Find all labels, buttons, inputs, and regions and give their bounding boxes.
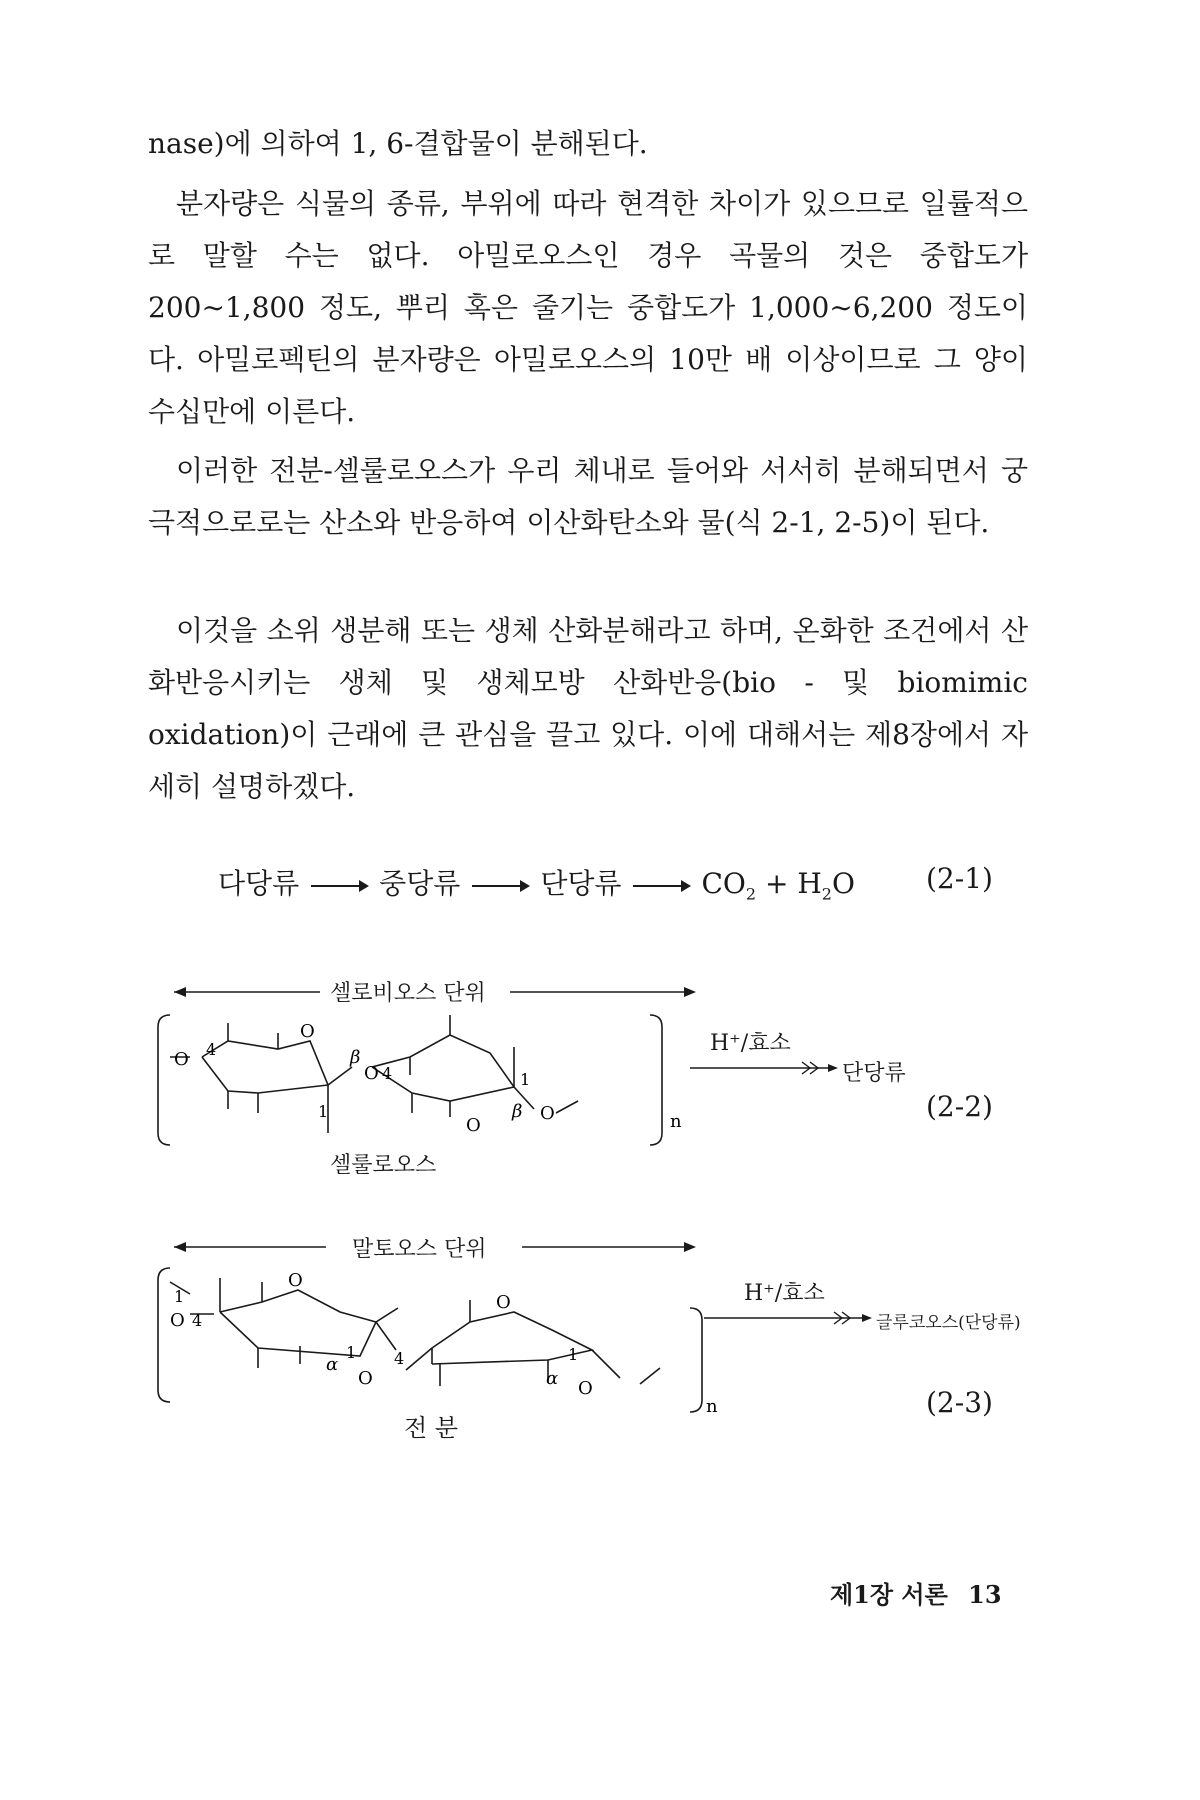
eq-product-h2o: $H_2O$ [797,867,855,904]
ring-oxygen: O [300,1021,315,1042]
eq-product-co2: $CO_2$ [701,867,757,904]
reaction-arrow [690,1058,840,1078]
atom-1: 1 [346,1343,357,1362]
reaction-condition: H⁺/효소 [710,1031,791,1056]
atom-o-terminal: O [174,1049,189,1070]
atom-1: 1 [318,1102,329,1121]
alpha-label: α [326,1354,339,1375]
paragraph-molecular-weight: 분자량은 식물의 종류, 부위에 따라 현격한 차이가 있으므로 일률적으로 말할 수는 없다. 아밀로오스인 경우 곡물의 것은 중합도가 200∼1,800 정도, 뿌리 혹은 줄기는 중합도가 1,000∼6,200 정도이다. 아밀로펙틴의 분자량은 아밀로오스의 10만 배 이상이므로 그 양이 수십만에 이른다. [148,187,1028,428]
page-number: 13 [968,1580,1002,1609]
atom-o-terminal: O [578,1378,593,1399]
atom-4: 4 [192,1311,203,1330]
cellulose-name: 셀룰로오스 [330,1153,437,1178]
ring-oxygen: O [288,1270,303,1291]
alpha-label: α [546,1368,559,1389]
reaction-product: 글루코오스(단당류) [876,1313,1021,1333]
atom-1: 1 [568,1345,579,1364]
repeat-n: n [670,1111,682,1132]
atom-1: 1 [520,1070,531,1089]
equation-number-2-2: (2-2) [926,1090,993,1123]
atom-4: 4 [394,1349,405,1368]
equation-2-1 [218,862,855,904]
ring-oxygen: O [496,1292,511,1313]
reaction-product: 단당류 [842,1061,906,1086]
reaction-arrow [311,885,367,887]
glycosidic-oxygen: O [364,1063,379,1084]
atom-o-terminal: O [540,1103,555,1124]
eq-term-oligosaccharide: 중당류 [379,867,461,900]
eq-term-polysaccharide: 다당류 [218,867,300,900]
eq-plus: + [764,867,789,900]
reaction-arrow [633,885,689,887]
atom-4: 4 [382,1064,393,1083]
equation-number-2-1: (2-1) [926,862,993,895]
paragraph-continued: nase)에 의하여 1, 6-결합물이 분해된다. [148,127,648,160]
cellobiose-unit-label: 셀로비오스 단위 [330,981,486,1006]
atom-1: 1 [174,1287,185,1306]
reaction-condition: H⁺/효소 [744,1281,825,1306]
atom-o-terminal: O [170,1310,185,1331]
chapter-title: 제1장 서론 [830,1580,948,1609]
reaction-arrow [472,885,528,887]
eq-term-monosaccharide: 단당류 [540,867,622,900]
paragraph-decomposition: 이러한 전분-셀룰로오스가 우리 체내로 들어와 서서히 분해되면서 궁극적으로로는 산소와 반응하여 이산화탄소와 물(식 2-1, 2-5)이 된다. [148,454,1028,539]
equation-number-2-3: (2-3) [926,1386,993,1419]
atom-4: 4 [206,1040,217,1059]
reaction-arrow [704,1308,874,1328]
starch-structure [150,1260,718,1430]
ring-oxygen: O [466,1115,481,1136]
repeat-n: n [706,1396,718,1417]
glycosidic-oxygen: O [358,1368,373,1389]
starch-name: 전 분 [404,1414,458,1442]
paragraph-biodegradation: 이것을 소위 생분해 또는 생체 산화분해라고 하며, 온화한 조건에서 산화반응시키는 생체 및 생체모방 산화반응(bio - 및 biomimic oxidation)이 근래에 큰 관심을 끌고 있다. 이에 대해서는 제8장에서 자세히 설명하겠다. [148,614,1028,803]
maltose-unit-label: 말토오스 단위 [352,1237,487,1262]
beta-label: β [512,1101,523,1122]
beta-label: β [350,1047,361,1068]
page-footer [830,1575,1002,1610]
